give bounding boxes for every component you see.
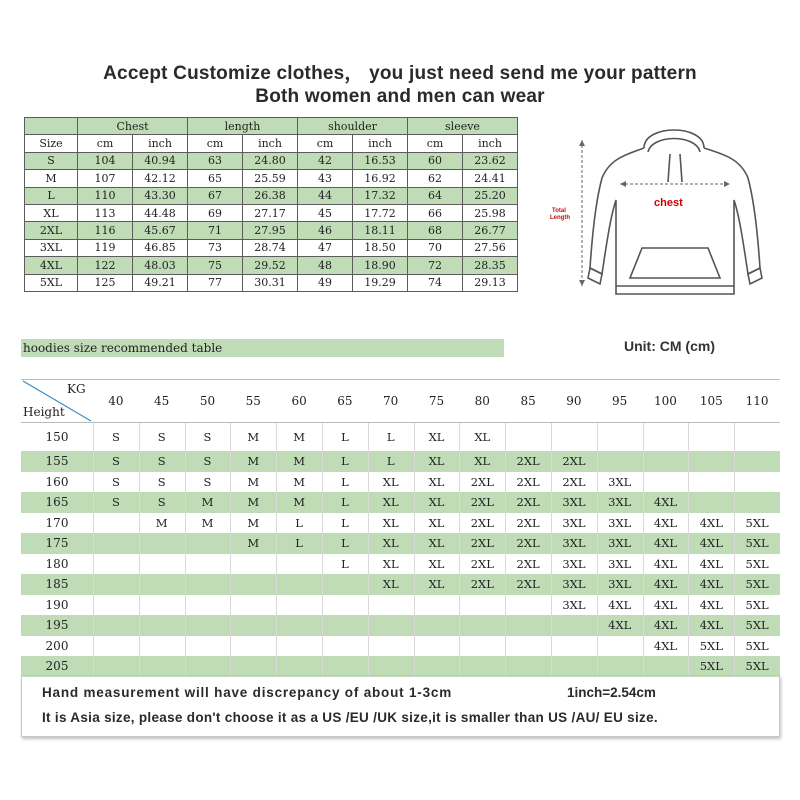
size-cell: XL <box>382 536 399 551</box>
size-cell: 4XL <box>699 556 723 571</box>
measurement-cell: 125 <box>78 274 133 291</box>
measurement-cell: 60 <box>408 152 463 169</box>
size-cell: 2XL <box>516 474 540 489</box>
length-arrow <box>579 140 585 286</box>
size-cell: 3XL <box>608 556 632 571</box>
measurement-cell: 49.21 <box>133 274 188 291</box>
measurement-cell: 65 <box>188 170 243 187</box>
height-cell: 155 <box>45 454 69 469</box>
size-cell: 4XL <box>653 597 678 612</box>
size-cell: L <box>386 430 395 444</box>
size-cell: 4XL <box>699 536 723 551</box>
size-row <box>25 204 518 221</box>
size-cell: 2XL <box>470 474 494 489</box>
measurement-cell: 25.59 <box>243 170 298 187</box>
size-cell: 3XL <box>608 495 632 510</box>
size-cell: 3XL <box>562 515 586 530</box>
size-cell: L <box>341 474 349 489</box>
size-cell: 2XL <box>562 474 586 489</box>
size-cell: 5XL <box>745 536 769 551</box>
hoodie-outline <box>588 130 762 294</box>
weight-header: 55 <box>245 394 261 408</box>
measurement-cell: 18.90 <box>353 257 408 274</box>
size-cell: XL <box>428 454 445 469</box>
size-cell: XL <box>382 577 399 592</box>
size-row <box>25 152 518 169</box>
measurement-cell: 68 <box>408 222 463 239</box>
size-chart-unit-row <box>25 135 518 152</box>
measurement-cell: 17.32 <box>353 187 408 204</box>
size-cell: 5XL <box>745 577 769 592</box>
weight-header: 70 <box>383 394 399 408</box>
weight-header: 90 <box>566 394 582 408</box>
measurement-cell: 27.56 <box>463 239 518 256</box>
height-cell: 170 <box>45 515 69 530</box>
height-cell: 185 <box>45 577 69 592</box>
weight-header: 40 <box>108 394 124 408</box>
size-cell: XL <box>474 430 491 444</box>
height-cell: 165 <box>45 495 69 510</box>
header-line-1: Accept Customize clothes， you just need send me your pattern <box>103 63 697 84</box>
size-cell: 5XL <box>745 556 769 571</box>
measurement-cell: 72 <box>408 257 463 274</box>
weight-header: 105 <box>699 394 723 408</box>
size-cell: 2XL <box>470 495 494 510</box>
size-cell: L <box>295 536 303 551</box>
size-cell: 4XL <box>653 495 678 510</box>
measurement-cell: 28.35 <box>463 257 518 274</box>
length-label: Length <box>550 215 570 221</box>
size-cell: XL <box>382 515 399 530</box>
group-length: length <box>188 118 298 135</box>
size-chart-table <box>24 117 518 292</box>
measurement-cell: 122 <box>78 257 133 274</box>
weight-header: 65 <box>337 394 353 408</box>
measurement-cell: 45.67 <box>133 222 188 239</box>
unit-header: cm <box>78 135 133 152</box>
size-cell: 4XL <box>699 577 723 592</box>
size-row <box>25 222 518 239</box>
height-cell: 205 <box>45 659 69 674</box>
measurement-cell: 44.48 <box>133 204 188 221</box>
measurement-cell: 16.53 <box>353 152 408 169</box>
measurement-cell: 67 <box>188 187 243 204</box>
size-cell: XL <box>428 430 445 444</box>
size-cell: S <box>111 495 120 510</box>
measurement-cell: 18.50 <box>353 239 408 256</box>
size-name: 5XL <box>25 274 78 291</box>
size-chart-group-row <box>25 118 518 135</box>
size-cell: 3XL <box>562 495 586 510</box>
size-cell: M <box>201 515 214 530</box>
measurement-cell: 25.20 <box>463 187 518 204</box>
measurement-cell: 64 <box>408 187 463 204</box>
size-row <box>25 187 518 204</box>
measurement-cell: 104 <box>78 152 133 169</box>
recommended-table-title: hoodies size recommended table <box>21 339 504 357</box>
size-cell: M <box>155 515 168 530</box>
weight-header: 110 <box>745 394 769 408</box>
group-shoulder: shoulder <box>298 118 408 135</box>
weight-header: 85 <box>520 394 536 408</box>
grid-lines <box>21 379 780 677</box>
measurement-cell: 24.80 <box>243 152 298 169</box>
height-cell: 175 <box>45 536 69 551</box>
measurement-cell: 62 <box>408 170 463 187</box>
measurement-cell: 26.38 <box>243 187 298 204</box>
size-name: XL <box>25 204 78 221</box>
measurement-cell: 24.41 <box>463 170 518 187</box>
size-cell: L <box>341 430 349 444</box>
weight-header: 50 <box>199 394 216 408</box>
weight-header: 95 <box>612 394 628 408</box>
size-cell: 2XL <box>470 577 494 592</box>
measurement-cell: 29.52 <box>243 257 298 274</box>
size-cell: 5XL <box>699 638 723 653</box>
size-cell: XL <box>428 474 445 489</box>
measurement-cell: 44 <box>298 187 353 204</box>
size-cell: S <box>203 430 212 444</box>
measurement-cell: 45 <box>298 204 353 221</box>
size-cell: 2XL <box>470 536 494 551</box>
measurement-cell: 46.85 <box>133 239 188 256</box>
height-cell: 150 <box>45 430 69 444</box>
unit-header: cm <box>188 135 243 152</box>
size-cell: 4XL <box>653 556 678 571</box>
measurement-cell: 107 <box>78 170 133 187</box>
measurement-cell: 74 <box>408 274 463 291</box>
size-cell: M <box>201 495 214 510</box>
measurement-cell: 77 <box>188 274 243 291</box>
measurement-cell: 18.11 <box>353 222 408 239</box>
measurement-cell: 27.17 <box>243 204 298 221</box>
measurement-cell: 26.77 <box>463 222 518 239</box>
total-label: Total <box>552 208 566 214</box>
size-cell: L <box>386 454 395 469</box>
size-name: L <box>25 187 78 204</box>
size-row <box>25 239 518 256</box>
size-cell: 3XL <box>562 577 586 592</box>
unit-header: inch <box>133 135 188 152</box>
size-name: S <box>25 152 78 169</box>
size-cell: 4XL <box>699 515 723 530</box>
measurement-note: Hand measurement will have discrepancy of about 1-3cm <box>42 685 453 700</box>
size-cell: L <box>341 454 349 469</box>
size-cell: 2XL <box>516 536 540 551</box>
size-cell: 2XL <box>516 515 540 530</box>
unit-label: Unit: CM (cm) <box>624 338 715 354</box>
height-cell: 200 <box>45 638 69 653</box>
measurement-cell: 70 <box>408 239 463 256</box>
measurement-cell: 43 <box>298 170 353 187</box>
height-cell: 195 <box>45 618 69 633</box>
unit-header: inch <box>353 135 408 152</box>
header-border <box>21 379 780 423</box>
size-cell: M <box>293 430 305 444</box>
size-cell: 3XL <box>562 597 586 612</box>
size-cell: XL <box>474 454 491 469</box>
measurement-cell: 71 <box>188 222 243 239</box>
measurement-cell: 42.12 <box>133 170 188 187</box>
size-cell: 5XL <box>699 659 723 674</box>
measurement-cell: 48 <box>298 257 353 274</box>
unit-header: cm <box>298 135 353 152</box>
height-cell: 190 <box>45 597 69 612</box>
size-cell: 3XL <box>562 556 586 571</box>
size-cell: 4XL <box>653 536 678 551</box>
size-cell: M <box>247 474 260 489</box>
size-cell: 4XL <box>653 638 678 653</box>
size-cell: M <box>247 536 260 551</box>
unit-header: inch <box>243 135 298 152</box>
header-line-2: Both women and men can wear <box>255 86 545 107</box>
size-cell: S <box>157 495 166 510</box>
size-cell: S <box>157 430 166 444</box>
size-cell: L <box>341 536 349 551</box>
size-cell: S <box>157 474 166 489</box>
size-cell: XL <box>428 556 445 571</box>
measurement-cell: 27.95 <box>243 222 298 239</box>
size-cell: L <box>341 515 349 530</box>
size-label: Size <box>25 135 78 152</box>
measurement-cell: 29.13 <box>463 274 518 291</box>
size-cell: XL <box>382 495 399 510</box>
size-cell: M <box>247 515 260 530</box>
size-cell: 4XL <box>699 597 723 612</box>
measurement-cell: 43.30 <box>133 187 188 204</box>
size-cell: S <box>111 474 120 489</box>
measurement-cell: 40.94 <box>133 152 188 169</box>
size-name: 2XL <box>25 222 78 239</box>
size-cell: 2XL <box>516 454 540 469</box>
size-row <box>25 257 518 274</box>
size-cell: 5XL <box>745 618 769 633</box>
chest-label: chest <box>654 197 683 209</box>
recommended-size-table <box>21 379 780 674</box>
size-cell: S <box>203 454 212 469</box>
size-cell: 3XL <box>562 536 586 551</box>
group-chest: Chest <box>78 118 188 135</box>
group-sleeve: sleeve <box>408 118 518 135</box>
size-cell: 5XL <box>745 597 769 612</box>
size-cell: 2XL <box>516 556 540 571</box>
size-cell: L <box>341 556 349 571</box>
size-name: 4XL <box>25 257 78 274</box>
height-cell: 180 <box>45 556 69 571</box>
weight-header: 100 <box>654 394 677 408</box>
size-cell: 3XL <box>608 474 632 489</box>
hoodie-measurement-diagram <box>544 118 794 308</box>
size-name: M <box>25 170 78 187</box>
measurement-cell: 73 <box>188 239 243 256</box>
measurement-cell: 30.31 <box>243 274 298 291</box>
size-cell: 2XL <box>470 556 494 571</box>
measurement-cell: 19.29 <box>353 274 408 291</box>
weight-header: 45 <box>154 394 170 408</box>
size-cell: 5XL <box>745 659 769 674</box>
size-cell: XL <box>428 515 445 530</box>
size-cell: 4XL <box>608 618 632 633</box>
size-row <box>25 274 518 291</box>
inch-conversion-note: 1inch=2.54cm <box>567 685 656 700</box>
size-row <box>25 170 518 187</box>
size-cell: 3XL <box>608 577 632 592</box>
size-cell: 4XL <box>653 577 678 592</box>
measurement-cell: 25.98 <box>463 204 518 221</box>
weight-header: 80 <box>474 394 490 408</box>
size-cell: XL <box>428 536 445 551</box>
measurement-cell: 47 <box>298 239 353 256</box>
size-cell: M <box>247 430 260 444</box>
measurement-cell: 23.62 <box>463 152 518 169</box>
size-cell: 4XL <box>653 618 678 633</box>
size-cell: 4XL <box>699 618 723 633</box>
unit-header: cm <box>408 135 463 152</box>
size-cell: 5XL <box>745 515 769 530</box>
size-name: 3XL <box>25 239 78 256</box>
measurement-cell: 69 <box>188 204 243 221</box>
size-cell: 3XL <box>608 536 632 551</box>
size-cell: M <box>293 474 305 489</box>
size-cell: 5XL <box>745 638 769 653</box>
kg-label: KG <box>67 382 86 396</box>
weight-header: 60 <box>291 394 307 408</box>
measurement-cell: 113 <box>78 204 133 221</box>
weight-header: 75 <box>428 394 445 408</box>
size-cell: S <box>111 430 120 444</box>
size-cell: S <box>157 454 166 469</box>
measurement-cell: 17.72 <box>353 204 408 221</box>
size-cell: 2XL <box>470 515 494 530</box>
measurement-cell: 16.92 <box>353 170 408 187</box>
measurement-cell: 63 <box>188 152 243 169</box>
size-cell: XL <box>428 577 445 592</box>
size-cell: S <box>111 454 120 469</box>
measurement-cell: 119 <box>78 239 133 256</box>
size-cell: XL <box>382 556 399 571</box>
measurement-cell: 42 <box>298 152 353 169</box>
measurement-cell: 46 <box>298 222 353 239</box>
size-cell: M <box>293 495 305 510</box>
size-cell: 3XL <box>608 515 632 530</box>
size-cell: 4XL <box>608 597 632 612</box>
size-cell: XL <box>428 495 445 510</box>
size-cell: XL <box>382 474 399 489</box>
asia-size-note: It is Asia size, please don't choose it as a US /EU /UK size,it is smaller than US /AU/ EU size. <box>42 710 658 725</box>
height-cell: 160 <box>45 474 69 489</box>
notes-box <box>21 675 780 737</box>
size-cell: M <box>293 454 305 469</box>
size-cell: 2XL <box>562 454 586 469</box>
size-cell: 2XL <box>516 495 540 510</box>
measurement-cell: 75 <box>188 257 243 274</box>
size-cell: M <box>247 454 260 469</box>
unit-header: inch <box>463 135 518 152</box>
measurement-cell: 116 <box>78 222 133 239</box>
height-label: Height <box>23 405 65 419</box>
measurement-cell: 28.74 <box>243 239 298 256</box>
size-cell: L <box>295 515 303 530</box>
size-cell: L <box>341 495 349 510</box>
size-cell: 2XL <box>516 577 540 592</box>
measurement-cell: 110 <box>78 187 133 204</box>
measurement-cell: 49 <box>298 274 353 291</box>
size-cell: M <box>247 495 260 510</box>
size-cell: 4XL <box>653 515 678 530</box>
chest-arrow <box>620 181 730 187</box>
measurement-cell: 66 <box>408 204 463 221</box>
measurement-cell: 48.03 <box>133 257 188 274</box>
size-cell: S <box>203 474 212 489</box>
size-chart-corner <box>25 118 78 135</box>
